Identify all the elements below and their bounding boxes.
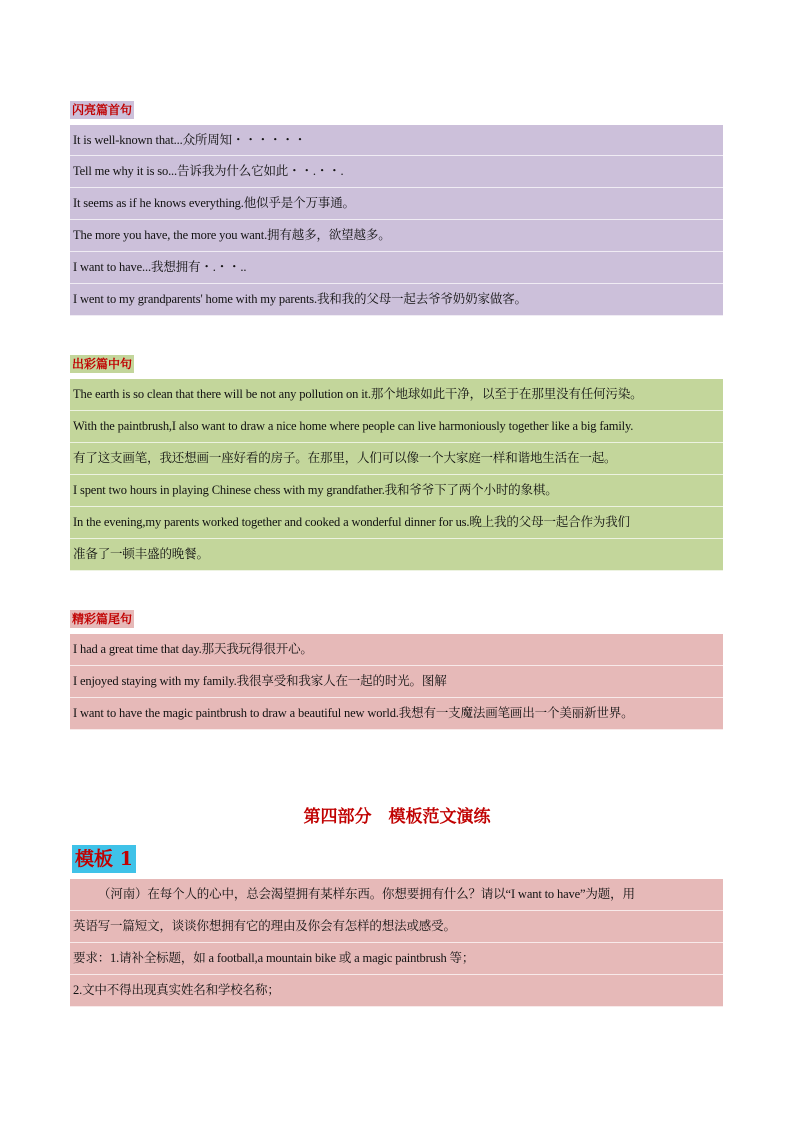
sentence-list — [70, 379, 723, 571]
template-label: 模板 1 — [72, 845, 136, 873]
sentence-row: It seems as if he knows everything.他似乎是个万事通。 — [70, 188, 723, 220]
sentence-row: 有了这支画笔，我还想画一座好看的房子。在那里，人们可以像一个大家庭一样和谐地生活在一起。 — [70, 443, 723, 475]
task-row: （河南）在每个人的心中，总会渴望拥有某样东西。你想要拥有什么？请以“I want to have”为题，用 — [70, 879, 723, 911]
sentence-row: I want to have...我想拥有・.・・.. — [70, 252, 723, 284]
sentence-row: I went to my grandparents' home with my parents.我和我的父母一起去爷爷奶奶家做客。 — [70, 284, 723, 316]
task-row: 要求：1.请补全标题，如 a football,a mountain bike 或 a magic paintbrush 等； — [70, 943, 723, 975]
sentence-row: I want to have the magic paintbrush to draw a beautiful new world.我想有一支魔法画笔画出一个美丽新世界。 — [70, 698, 723, 730]
section-heading: 闪亮篇首句 — [72, 103, 133, 117]
sentence-row: Tell me why it is so...告诉我为什么它如此・・.・・. — [70, 156, 723, 188]
sentence-row: The earth is so clean that there will be not any pollution on it.那个地球如此干净，以至于在那里没有任何污染。 — [70, 379, 723, 411]
sentence-row: The more you have, the more you want.拥有越多，欲望越多。 — [70, 220, 723, 252]
sentence-row: 准备了一顿丰盛的晚餐。 — [70, 539, 723, 571]
ending-sentences-section — [70, 610, 723, 730]
sentence-row: I spent two hours in playing Chinese chess with my grandfather.我和爷爷下了两个小时的象棋。 — [70, 475, 723, 507]
middle-sentences-section — [70, 355, 723, 571]
sentence-list — [70, 634, 723, 730]
sentence-list — [70, 125, 723, 316]
task-row: 英语写一篇短文，谈谈你想拥有它的理由及你会有怎样的想法或感受。 — [70, 911, 723, 943]
sentence-row: I had a great time that day.那天我玩得很开心。 — [70, 634, 723, 666]
sentence-row: I enjoyed staying with my family.我很享受和我家人在一起的时光。图解 — [70, 666, 723, 698]
writing-task-box — [70, 879, 723, 1007]
opening-sentences-section — [70, 101, 723, 316]
part-title: 第四部分 模板范文演练 — [303, 807, 491, 827]
section-heading: 精彩篇尾句 — [72, 612, 133, 626]
section-heading: 出彩篇中句 — [72, 357, 133, 371]
sentence-row: With the paintbrush,I also want to draw a nice home where people can live harmoniously together like a big family. — [70, 411, 723, 443]
sentence-row: It is well-known that...众所周知・・・・・・ — [70, 125, 723, 156]
task-row: 2.文中不得出现真实姓名和学校名称； — [70, 975, 723, 1007]
sentence-row: In the evening,my parents worked together and cooked a wonderful dinner for us.晚上我的父母一起合作为我们 — [70, 507, 723, 539]
